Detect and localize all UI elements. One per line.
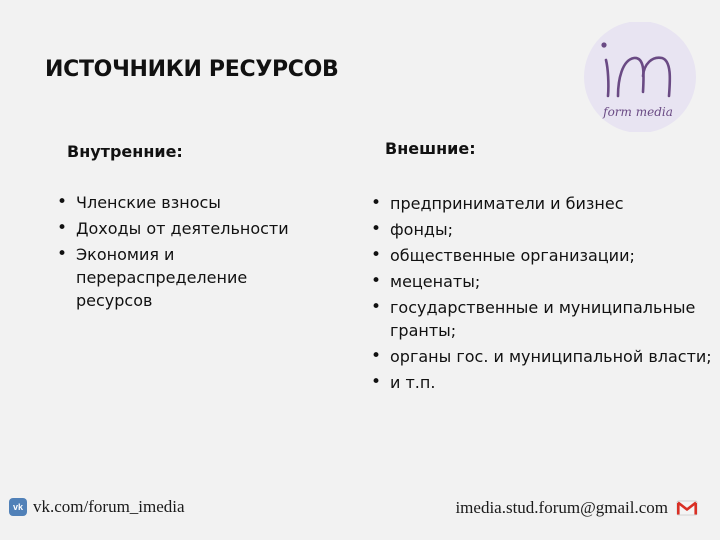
vk-link[interactable]: vk.com/forum_imedia — [33, 497, 185, 516]
forum-media-logo-icon — [578, 22, 700, 132]
list-item: • органы гос. и муниципальной власти; — [370, 345, 715, 368]
email-footer — [455, 498, 698, 518]
list-item: • Экономия и перераспределение ресурсов — [56, 243, 316, 312]
list-item: • и т.п. — [370, 371, 715, 394]
list-item: • Доходы от деятельности — [56, 217, 316, 240]
external-heading: Внешние: — [385, 139, 476, 158]
email-link[interactable]: imedia.stud.forum@gmail.com — [455, 498, 668, 517]
list-item: • меценаты; — [370, 270, 715, 293]
external-list — [370, 192, 715, 394]
internal-list — [56, 191, 316, 312]
list-item: • предприниматели и бизнес — [370, 192, 715, 215]
vk-footer — [9, 497, 185, 517]
logo-text: form media — [603, 105, 673, 119]
list-item: • государственные и муниципальные гранты; — [370, 296, 715, 342]
list-item: • Членские взносы — [56, 191, 316, 214]
list-item: • фонды; — [370, 218, 715, 241]
list-item: • общественные организации; — [370, 244, 715, 267]
internal-heading: Внутренние: — [67, 142, 183, 161]
gmail-icon — [676, 499, 698, 517]
vk-icon[interactable]: vk — [9, 498, 27, 516]
page-title: ИСТОЧНИКИ РЕСУРСОВ — [45, 57, 339, 82]
